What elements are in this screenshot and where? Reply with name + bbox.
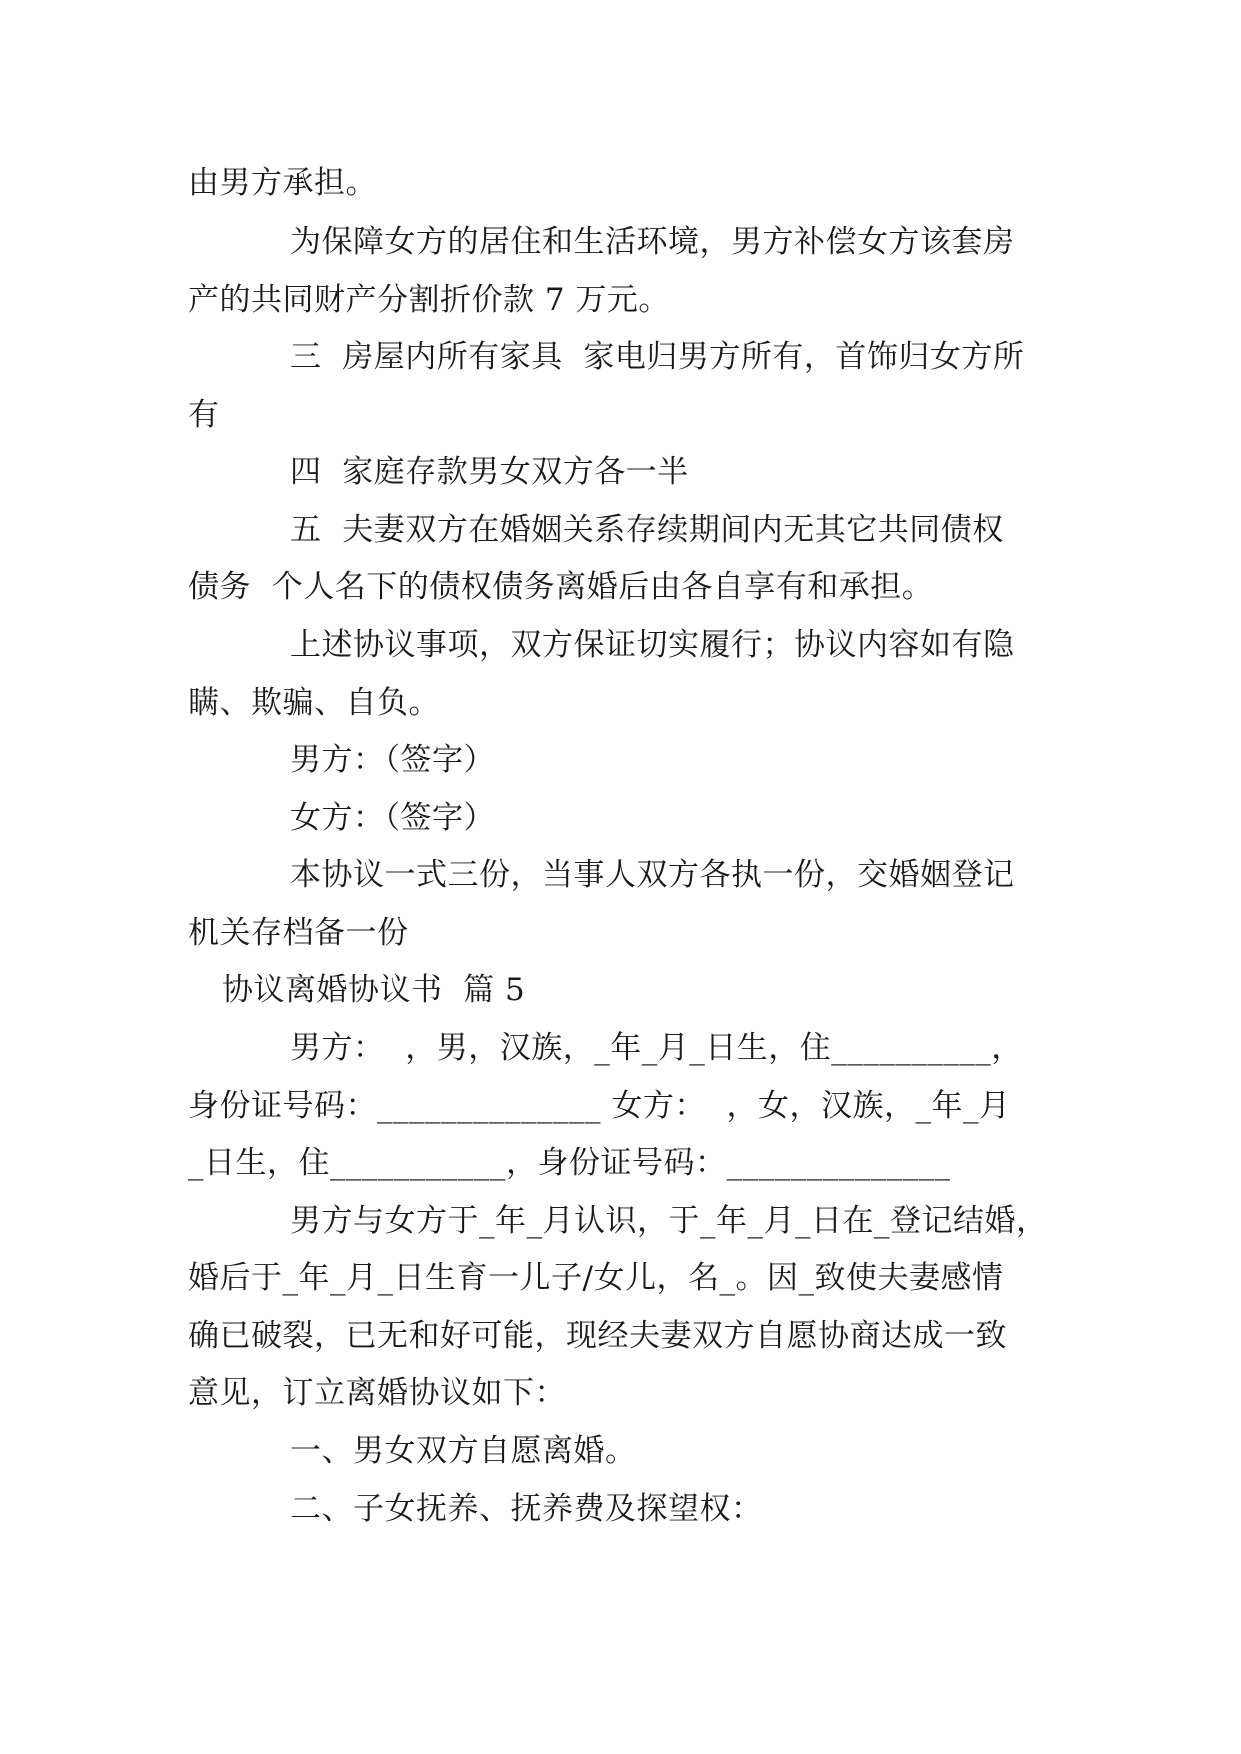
text-line: 确已破裂，已无和好可能，现经夫妻双方自愿协商达成一致 bbox=[188, 1318, 1007, 1354]
section-heading: 协议离婚协议书 篇 5 bbox=[222, 972, 526, 1008]
text-line: 四 家庭存款男女双方各一半 bbox=[290, 454, 689, 490]
text-line: 产的共同财产分割折价款 7 万元。 bbox=[188, 282, 670, 318]
text-line: 上述协议事项，双方保证切实履行；协议内容如有隐 bbox=[290, 627, 1015, 663]
text-line: 二、子女抚养、抚养费及探望权： bbox=[290, 1491, 763, 1527]
text-line: 有 bbox=[188, 397, 220, 433]
text-line: 婚后于_年_月_日生育一儿子/女儿，名_。因_致使夫妻感情 bbox=[188, 1260, 1004, 1296]
text-line: 为保障女方的居住和生活环境，男方补偿女方该套房 bbox=[290, 224, 1015, 260]
text-line: 一、男女双方自愿离婚。 bbox=[290, 1433, 637, 1469]
text-line: 男方：（签字） bbox=[290, 742, 495, 778]
text-line: _日生，住___________，身份证号码：______________ bbox=[188, 1145, 951, 1181]
text-line: 债务 个人名下的债权债务离婚后由各自享有和承担。 bbox=[188, 569, 934, 605]
text-line: 五 夫妻双方在婚姻关系存续期间内无其它共同债权 bbox=[290, 512, 1004, 548]
text-line: 男方： ，男，汉族，_年_月_日生，住__________， bbox=[290, 1030, 1023, 1066]
text-line: 机关存档备一份 bbox=[188, 915, 409, 951]
text-line: 由男方承担。 bbox=[188, 165, 377, 201]
text-line: 瞒、欺骗、自负。 bbox=[188, 685, 440, 721]
text-line: 男方与女方于_年_月认识，于_年_月_日在_登记结婚， bbox=[290, 1203, 1048, 1239]
text-line: 三 房屋内所有家具 家电归男方所有，首饰归女方所 bbox=[290, 339, 1025, 375]
text-line: 女方：（签字） bbox=[290, 800, 495, 836]
text-line: 身份证号码：______________ 女方： ，女，汉族，_年_月 bbox=[188, 1088, 1011, 1124]
text-line: 意见，订立离婚协议如下： bbox=[188, 1375, 566, 1411]
text-line: 本协议一式三份，当事人双方各执一份，交婚姻登记 bbox=[290, 857, 1015, 893]
